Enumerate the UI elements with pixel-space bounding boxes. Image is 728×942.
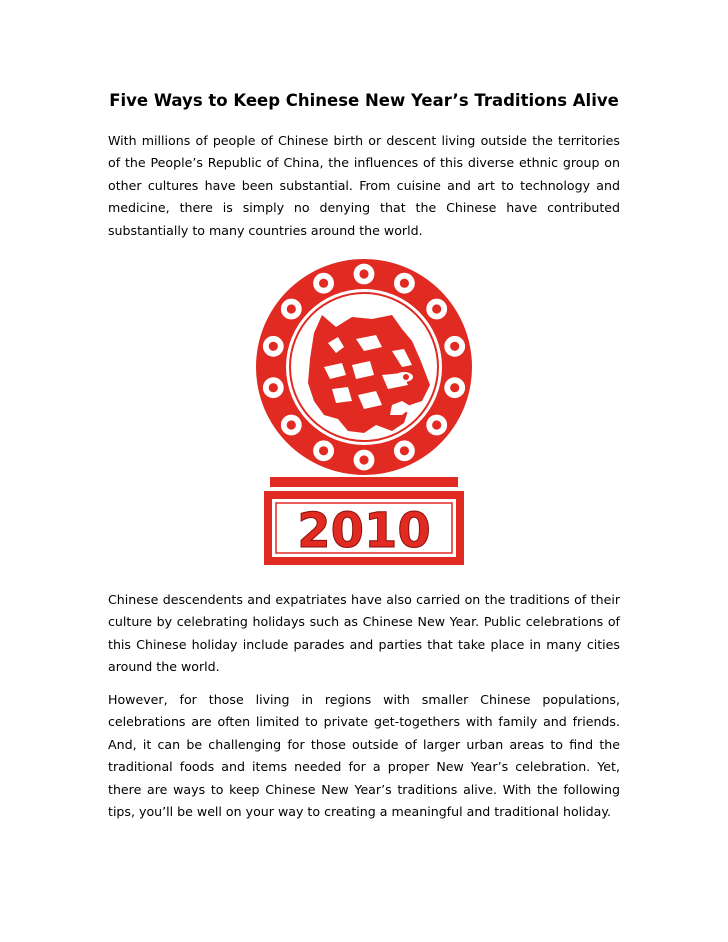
document-title: Five Ways to Keep Chinese New Year’s Traditions Alive xyxy=(109,91,619,110)
tiger-emblem-icon xyxy=(252,255,476,577)
paragraph-traditions: Chinese descendents and expatriates have also carried on the traditions of their culture by celebrating holidays such as Chinese New Year. Public celebrations of this Chinese holiday include parades and parties that take place in many cities around the world. xyxy=(108,592,620,675)
year-label: 2010 xyxy=(297,503,431,559)
paragraph-challenges: However, for those living in regions with smaller Chinese populations, celebrations are often limited to private get-togethers with family and friends. And, it can be challenging for those outside of larger urban areas to find the traditional foods and items needed for a proper New Year’s celebration. Yet, there are ways to keep Chinese New Year’s traditions alive. With the following tips, you’ll be well on your way to creating a meaningful and traditional holiday. xyxy=(108,692,620,820)
paragraph-intro: With millions of people of Chinese birth or descent living outside the territories of the People’s Republic of China, the influences of this diverse ethnic group on other cultures have been substantial. From cuisine and art to technology and medicine, there is simply no denying that the Chinese have contributed substantially to many countries around the world. xyxy=(108,133,620,238)
